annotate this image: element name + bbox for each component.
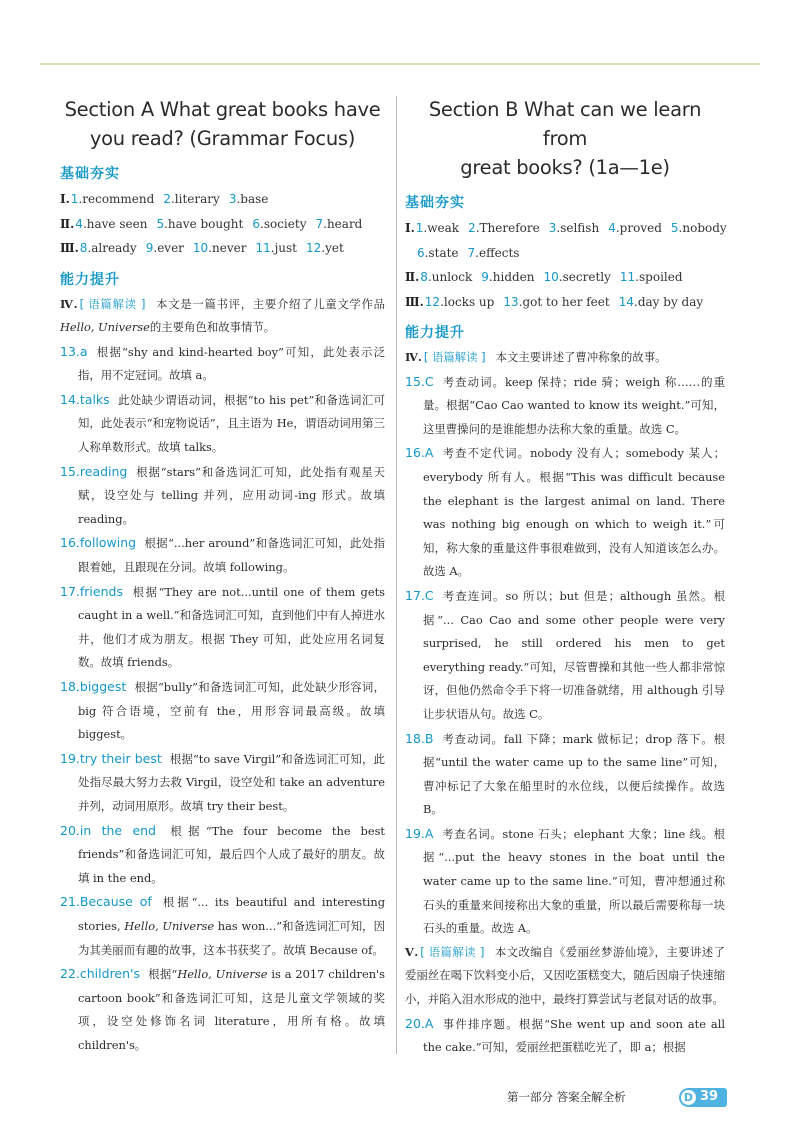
- answer-text: weak: [427, 221, 460, 235]
- basic-answers: [60, 187, 385, 261]
- list-item: [60, 890, 385, 962]
- roman-numeral: Ⅴ.: [405, 944, 419, 959]
- answer-item: 8.already: [79, 241, 137, 255]
- roman-numeral: Ⅰ.: [405, 221, 415, 235]
- item-explanation: 根据“They are not...until one of them gets caught in a well.”和备选词汇可知，直到他们中有人掉进水井，他们才成为朋友。根据 They 可知，此处应用名词复数。故填 friends。: [78, 584, 385, 670]
- answer-number: 5: [670, 221, 679, 235]
- answer-number: 2: [163, 192, 171, 206]
- answer-text: selfish: [560, 221, 600, 235]
- ability-heading: 能力提升: [60, 271, 120, 288]
- answer-text: recommend: [82, 192, 155, 206]
- item-explanation: 根据“: [148, 967, 178, 982]
- answer-number: 7: [315, 216, 324, 231]
- answer-number: 12: [306, 241, 322, 255]
- item-answer: A: [424, 1015, 434, 1031]
- badge-letter: D: [681, 1090, 696, 1105]
- answer-text: have bought: [167, 216, 244, 231]
- roman-numeral: Ⅰ.: [60, 192, 70, 206]
- answer-text: hidden: [492, 270, 535, 284]
- page-footer: [507, 1086, 727, 1108]
- list-item: [60, 531, 385, 579]
- item-explanation: 考查不定代词。nobody 没有人；somebody 某人；everybody 所有人。根据“This was difficult because the elephant is the largest animal on land. There was nothing big enough on which to weigh it.”可知，称大象的重量这件事很难做到，没有人知道该怎么办。故选 A。: [423, 446, 725, 579]
- item-answer: B: [424, 730, 434, 746]
- answer-item: 4.have seen: [75, 216, 148, 231]
- item-explanation: 考查动词。fall 下降；mark 做标记；drop 落下。根据“until the water came up to the same line”可知，曹冲标记了大象在船里时的水位线，以便后续操作。故选 B。: [423, 731, 725, 817]
- item-number: 16.: [60, 535, 80, 551]
- section-a-title: [60, 95, 385, 153]
- item-explanation: 事件排序题。根据“She went up and soon ate all the cake.”可知，爱丽丝把蛋糕吃光了，即 a；根据: [423, 1016, 725, 1055]
- answer-text: Therefore: [479, 221, 540, 235]
- item-answer: biggest: [79, 679, 127, 694]
- roman-numeral: Ⅲ.: [405, 294, 424, 309]
- answer-text: have seen: [86, 216, 148, 231]
- answer-text: unlock: [431, 270, 473, 284]
- answer-item: 14.day by day: [618, 294, 704, 309]
- answer-number: 13: [503, 294, 519, 309]
- answer-item: 13.got to her feet: [503, 294, 610, 309]
- section-b-title: [405, 95, 725, 182]
- answer-number: 11: [619, 270, 636, 284]
- answer-row: [60, 236, 385, 261]
- answer-number: 9: [481, 270, 489, 284]
- answer-text: state: [428, 245, 459, 260]
- answer-number: 5: [156, 216, 165, 231]
- item-answer: Because of: [79, 894, 152, 910]
- item-answer: a: [79, 343, 88, 359]
- answer-text: just: [274, 241, 298, 255]
- answer-item: 5.nobody: [670, 221, 727, 235]
- item-answer: try their best: [79, 750, 162, 766]
- answer-item: 5.have bought: [156, 216, 244, 231]
- list-item: [60, 962, 385, 1057]
- answer-item: 6.state: [417, 245, 459, 260]
- item-explanation: 根据“The four become the best friends”和备选词汇可知，最后四个人成了最好的朋友。故填 in the end。: [78, 823, 385, 885]
- item-explanation: 根据“to save Virgil”和备选词汇可知，此处指尽最大努力去救 Virgil，设空处和 take an adventure 并列，动词用原形。故填 try their best。: [78, 751, 385, 813]
- answer-item: 10.secretly: [543, 270, 611, 284]
- answer-number: 10: [192, 241, 209, 255]
- answer-number: 12: [424, 294, 441, 309]
- page-badge: [679, 1088, 727, 1107]
- answer-item: 4.proved: [608, 221, 662, 235]
- item-number: 15.: [405, 373, 425, 389]
- list-item: [405, 822, 725, 941]
- item-explanation: 考查名词。stone 石头；elephant 大象；line 线。根据“...put the heavy stones in the boat until the water came up to the same line.”可知，曹冲想通过称石头的重量来间接称出大象的重量，所以最后需要称每一块石头的重量。故选 A。: [423, 826, 725, 936]
- answer-item: 12.yet: [306, 241, 344, 255]
- answer-item: 3.base: [228, 192, 269, 206]
- list-item: [60, 819, 385, 891]
- item-explanation: 根据“... its beautiful and interesting stories,: [78, 895, 386, 933]
- answer-row: [60, 187, 385, 212]
- list-item: [405, 584, 725, 727]
- note-text: 本文改编自《爱丽丝梦游仙境》，主要讲述了爱丽丝在喝下饮料变小后，又因吃蛋糕变大，随后因扇子快速缩小，并陷入泪水形成的池中，最终打算尝试与老鼠对话的故事。: [405, 944, 725, 1007]
- item-number: 14.: [60, 391, 80, 407]
- item-explanation: 考查动词。keep 保持；ride 骑；weigh 称……的重量。根据“Cao Cao wanted to know its weight.”可知，这里曹操问的是谁能想办法称大象的重量。故选 C。: [423, 374, 725, 436]
- section-b-title-line1: Section B What can we learn from: [428, 98, 702, 150]
- discourse-note-v: [405, 941, 725, 1012]
- answer-text: literary: [174, 192, 220, 206]
- list-item: [60, 580, 385, 675]
- answer-number: 4: [608, 221, 616, 235]
- answer-text: yet: [325, 241, 344, 255]
- list-item: [60, 460, 385, 532]
- discourse-tag: [ 语篇解读 ]: [420, 944, 485, 959]
- right-column: [405, 95, 725, 1060]
- answer-text: never: [212, 241, 247, 255]
- answer-item: 2.Therefore: [468, 221, 540, 235]
- item-answer: children's: [79, 966, 140, 982]
- item-answer: reading: [79, 463, 128, 479]
- answer-text: spoiled: [639, 270, 683, 284]
- roman-numeral: Ⅳ.: [60, 296, 78, 311]
- answer-number: 2: [468, 221, 476, 235]
- item-number: 22.: [60, 966, 80, 982]
- list-item: [405, 441, 725, 584]
- answer-number: 14: [618, 294, 634, 309]
- answer-item: 10.never: [192, 241, 247, 255]
- answer-text: locks up: [443, 294, 495, 309]
- answer-item: 2.literary: [163, 192, 220, 206]
- item-explanation: 根据“...her around”和备选词汇可知，此处指跟着她，且跟现在分词。故填 following。: [78, 536, 385, 575]
- item-explanation: has won...”和备选词汇可知，因为其美丽而有趣的故事，这本书获奖了。故填 Because of。: [78, 918, 385, 957]
- ability-heading: 能力提升: [405, 325, 465, 341]
- answer-number: 6: [417, 245, 425, 260]
- item-number: 15.: [60, 463, 80, 479]
- answer-row: [405, 265, 725, 290]
- item-number: 21.: [60, 894, 80, 910]
- answer-number: 4: [75, 216, 83, 231]
- item-answer: C: [424, 587, 434, 603]
- item-number: 19.: [405, 825, 425, 841]
- item-explanation: 根据“bully”和备选词汇可知，此处缺少形容词，big 符合语境，空前有 the，用形容词最高级。故填 biggest。: [78, 680, 385, 742]
- section-a-title-line1: Section A What great books have: [64, 98, 381, 121]
- answer-text: ever: [157, 241, 184, 255]
- answer-item: 1.recommend: [70, 192, 155, 206]
- roman-numeral: Ⅱ.: [405, 270, 420, 284]
- answer-number: 6: [252, 216, 260, 231]
- item-explanation: 考查连词。so 所以；but 但是；although 虽然。根据“... Cao Cao and some other people were very surprised, he still ordered his men to get everything ready.”可知，尽管曹操和其他一些人都非常惊讶，但他仍然命令手下将一切准备就绪，用 although 引导让步状语从句。故选 C。: [423, 588, 725, 721]
- answer-number: 9: [145, 241, 154, 255]
- answer-row: [405, 241, 725, 266]
- item-answer: in the end: [79, 822, 156, 838]
- discourse-tag: [ 语篇解读 ]: [79, 296, 146, 311]
- item-number: 13.: [60, 343, 80, 359]
- discourse-tag: [ 语篇解读 ]: [423, 350, 486, 364]
- answer-number: 8: [420, 270, 428, 284]
- item-answer: friends: [79, 583, 123, 599]
- answer-item: 9.ever: [145, 241, 184, 255]
- item-number: 17.: [405, 587, 425, 603]
- answer-item: 7.effects: [467, 245, 520, 260]
- item-answer: A: [424, 825, 434, 841]
- answer-number: 8: [79, 241, 88, 255]
- answer-text: heard: [326, 216, 363, 231]
- answer-text: nobody: [682, 221, 727, 235]
- item-explanation: 根据“shy and kind-hearted boy”可知，此处表示泛指，用不定冠词。故填 a。: [78, 344, 385, 383]
- item-explanation: 此处缺少谓语动词，根据“to his pet”和备选词汇可知，此处表示“和宠物说话”，且主语为 He，谓语动词用第三人称单数形式。故填 talks。: [78, 392, 385, 455]
- item-number: 20.: [60, 822, 80, 838]
- list-item: [60, 388, 385, 460]
- answer-text: society: [263, 216, 307, 231]
- answer-explanations: [60, 340, 385, 1058]
- answer-item: 8.unlock: [420, 270, 473, 284]
- item-explanation: 根据“stars”和备选词汇可知，此处指有观星天赋，设空处与 telling 并列，应用动词-ing 形式。故填 reading。: [78, 464, 385, 526]
- item-number: 18.: [60, 679, 80, 694]
- answer-explanations: [405, 370, 725, 941]
- basic-heading: 基础夯实: [405, 195, 465, 211]
- answer-row: [405, 290, 725, 315]
- answer-text: already: [91, 241, 137, 255]
- item-number: 19.: [60, 750, 80, 766]
- list-item: [405, 370, 725, 442]
- answer-row: [60, 212, 385, 237]
- answer-item: 6.society: [252, 216, 307, 231]
- answer-item: 12.locks up: [424, 294, 495, 309]
- book-title: Hello, Universe: [60, 320, 150, 335]
- answer-row: [405, 216, 725, 241]
- footer-label: 第一部分 答案全解全析: [507, 1090, 626, 1104]
- answer-number: 7: [467, 245, 476, 260]
- answer-text: secretly: [562, 270, 611, 284]
- item-explanation: is a 2017 children's cartoon book”和备选词汇可知，这是儿童文学领域的奖项，设空处修饰名词 literature，用所有格。故填 children's。: [78, 967, 386, 1052]
- note-text: 本文主要讲述了曹冲称象的故事。: [495, 350, 667, 364]
- answer-text: effects: [479, 245, 520, 260]
- discourse-note-iv: [405, 346, 725, 370]
- answer-number: 10: [543, 270, 559, 284]
- item-number: 18.: [405, 730, 425, 746]
- list-item: [60, 340, 385, 388]
- answer-number: 3: [548, 221, 557, 235]
- basic-heading: 基础夯实: [60, 166, 120, 182]
- answer-text: day by day: [637, 294, 704, 309]
- top-rule: [40, 63, 760, 65]
- item-number: 17.: [60, 583, 80, 599]
- answer-text: base: [240, 192, 269, 206]
- section-b-title-line2: great books? (1a—1e): [460, 156, 670, 179]
- answer-item: 9.hidden: [481, 270, 535, 284]
- item-answer: talks: [79, 391, 110, 407]
- answer-number: 3: [228, 192, 237, 206]
- roman-numeral: Ⅳ.: [405, 350, 422, 364]
- basic-answers: [405, 216, 725, 314]
- answer-text: proved: [619, 221, 662, 235]
- item-answer: A: [424, 445, 434, 461]
- answer-number: 1: [415, 221, 424, 235]
- list-item: [60, 747, 385, 819]
- list-item: [60, 675, 385, 747]
- item-number: 20.: [405, 1015, 425, 1031]
- discourse-note-iv: [60, 293, 385, 340]
- item-answer: C: [424, 373, 434, 389]
- answer-item: 1.weak: [415, 221, 460, 235]
- list-item: [405, 1012, 725, 1060]
- note-text: 本文是一篇书评，主要介绍了儿童文学作品: [155, 296, 385, 311]
- answer-text: got to her feet: [522, 294, 610, 309]
- answer-item: 7.heard: [315, 216, 363, 231]
- answer-item: 3.selfish: [548, 221, 600, 235]
- list-item: [405, 727, 725, 822]
- answer-item: 11.just: [255, 241, 298, 255]
- book-title: Hello, Universe: [124, 918, 215, 933]
- answer-number: 11: [255, 241, 271, 255]
- item-answer: following: [79, 535, 137, 551]
- item-number: 16.: [405, 445, 425, 461]
- answer-item: 11.spoiled: [619, 270, 683, 284]
- left-column: [60, 95, 385, 1058]
- note-text: 的主要角色和故事情节。: [149, 320, 276, 335]
- answer-number: 1: [70, 192, 79, 206]
- roman-numeral: Ⅱ.: [60, 216, 75, 231]
- book-title: Hello, Universe: [177, 967, 268, 982]
- roman-numeral: Ⅲ.: [60, 241, 79, 255]
- column-divider: [396, 96, 397, 1054]
- section-a-title-line2: you read? (Grammar Focus): [89, 127, 356, 150]
- page-number: 39: [700, 1089, 719, 1104]
